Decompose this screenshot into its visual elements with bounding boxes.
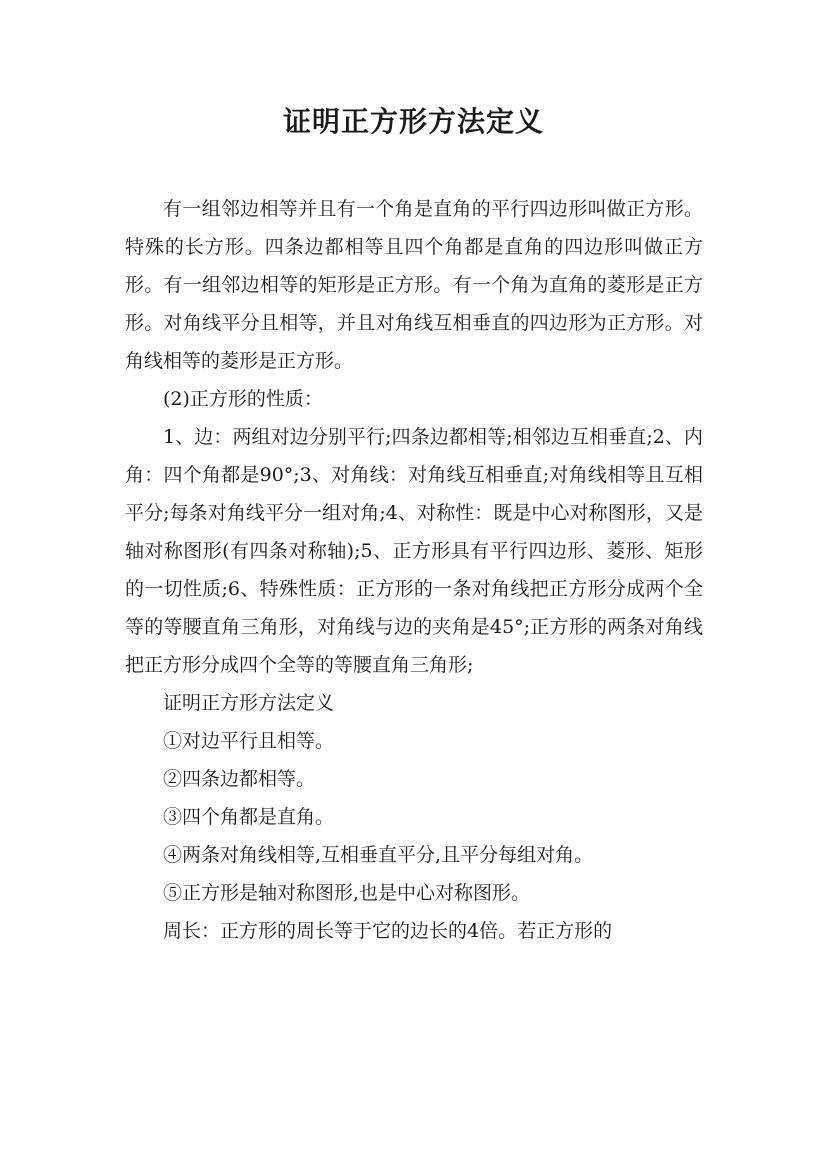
paragraph-perimeter: 周长：正方形的周长等于它的边长的4倍。若正方形的 (163, 920, 613, 942)
paragraph-properties-heading: (2)正方形的性质： (163, 388, 323, 410)
list-item-3: ③四个角都是直角。 (163, 806, 335, 828)
paragraph-properties: 1、边：两组对边分别平行;四条边都相等;相邻边互相垂直;2、内角：四个角都是90°;3、对角线：对角线互相垂直;对角线相等且互相平分;每条对角线平分一组对角;4、对称性：既是中心对称图形，又是轴对称图形(有四条对称轴);5、正方形具有平行四边形、菱形、矩形的一切性质;6、特殊性质：正方形的一条对角线把正方形分成两个全等的等腰直角三角形，对角线与边的夹角是45°;正方形的两条对角线把正方形分成四个全等的等腰直角三角形; (125, 426, 703, 676)
document-title: 证明正方形方法定义 (282, 105, 544, 138)
list-item-2: ②四条边都相等。 (163, 768, 316, 790)
paragraph-definition: 有一组邻边相等并且有一个角是直角的平行四边形叫做正方形。特殊的长方形。四条边都相等且四个角都是直角的四边形叫做正方形。有一组邻边相等的矩形是正方形。有一个角为直角的菱形是正方形。对角线平分且相等，并且对角线互相垂直的四边形为正方形。对角线相等的菱形是正方形。 (125, 198, 703, 372)
list-item-4: ④两条对角线相等,互相垂直平分,且平分每组对角。 (163, 844, 594, 866)
list-item-5: ⑤正方形是轴对称图形,也是中心对称图形。 (163, 882, 531, 904)
list-item-1: ①对边平行且相等。 (163, 730, 335, 752)
document-body (125, 190, 703, 950)
paragraph-proof-heading: 证明正方形方法定义 (163, 692, 335, 714)
